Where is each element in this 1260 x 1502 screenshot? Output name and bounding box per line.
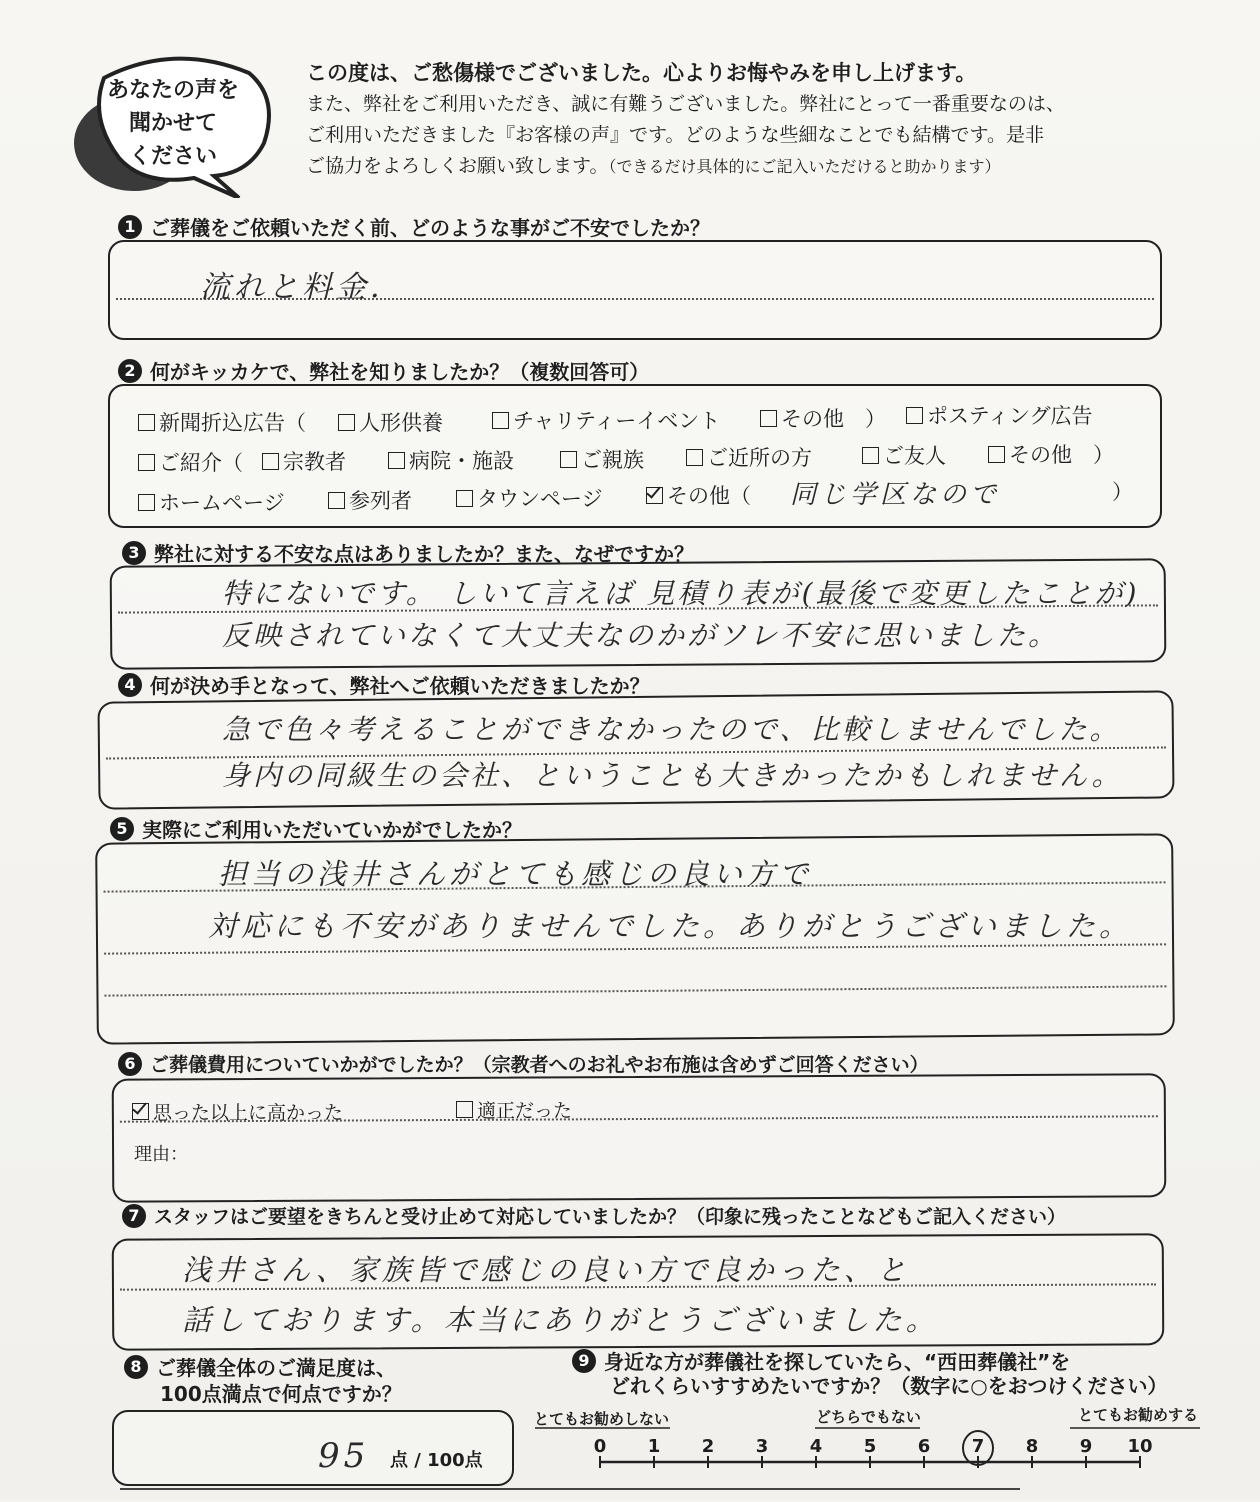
score-suffix: 点 / 100点: [390, 1450, 483, 1471]
question-8: 8 ご葬儀全体のご満足度は、: [124, 1352, 396, 1381]
checkbox-relatives[interactable]: ご親族: [560, 444, 644, 474]
scale-tick-label-3[interactable]: 3: [755, 1436, 769, 1457]
answer-box-6: [112, 1073, 1167, 1203]
handwritten-answer-1: 流れと料金.: [200, 270, 384, 305]
scale-tick-label-6[interactable]: 6: [917, 1436, 931, 1457]
question-5: 5 実際にご利用いただいていかがでしたか？: [110, 814, 522, 843]
checkbox-reasonable[interactable]: 適正だった: [456, 1096, 572, 1123]
handwritten-answer-4-line2: 身内の同級生の会社、ということも大きかったかもしれません。: [222, 759, 1123, 792]
bubble-heading: あなたの声を 聞かせて ください: [106, 78, 239, 169]
handwritten-answer-7-line1: 浅井さん、家族皆で感じの良い方で良かった、と: [182, 1253, 910, 1287]
scale-tick-label-8[interactable]: 8: [1025, 1436, 1039, 1457]
reason-label: 理由：: [134, 1144, 188, 1165]
checkbox-townpage[interactable]: タウンページ: [456, 483, 603, 513]
handwritten-answer-3-line2: 反映されていなくて大丈夫なのかがソレ不安に思いました。: [222, 619, 1060, 652]
question-6: 6 ご葬儀費用についていかがでしたか？（宗教者へのお礼やお布施は含めずご回答ください）: [118, 1050, 929, 1077]
scale-tick-label-1[interactable]: 1: [647, 1436, 661, 1457]
scale-tick-label-7[interactable]: 7: [971, 1436, 985, 1457]
checkbox-charity-event[interactable]: チャリティーイベント: [492, 405, 720, 435]
close-paren: ）: [1112, 480, 1133, 504]
checkbox-hospital[interactable]: 病院・施設: [388, 445, 514, 475]
checkbox-friend[interactable]: ご友人: [862, 440, 946, 470]
handwritten-score: 95: [318, 1436, 370, 1476]
handwritten-answer-4-line1: 急で色々考えることができなかったので、比較しませんでした。: [222, 713, 1121, 746]
scale-label-mid: どちらでもない: [816, 1408, 921, 1426]
handwritten-answer-7-line2: 話しております。本当にありがとうございました。: [182, 1303, 939, 1337]
scale-tick-label-4[interactable]: 4: [809, 1436, 823, 1457]
scale-tick-label-9[interactable]: 9: [1079, 1436, 1093, 1457]
checkbox-attendee[interactable]: 参列者: [328, 485, 412, 515]
handwritten-answer-5-line1: 担当の浅井さんがとても感じの良い方で: [218, 857, 813, 891]
question-3: 3 弊社に対する不安な点はありましたか？また、なぜですか？: [122, 538, 694, 567]
handwritten-other-reason: 同じ学区なので: [790, 480, 1001, 510]
checkbox-doll-memorial[interactable]: 人形供養: [338, 407, 443, 437]
scale-label-high: とてもお勧めする: [1078, 1406, 1199, 1424]
question-4: 4 何が決め手となって、弊社へご依頼いただきましたか？: [118, 670, 650, 699]
scale-tick-label-10[interactable]: 10: [1127, 1436, 1153, 1457]
question-9: 9 身近な方が葬儀社を探していたら、“西田葬儀社”を: [572, 1346, 1070, 1375]
handwritten-answer-5-line2: 対応にも不安がありませんでした。ありがとうございました。: [208, 909, 1133, 943]
handwritten-answer-3-line1: 特にないです。 しいて言えば 見積り表が(最後で変更したことが): [222, 577, 1140, 610]
scale-label-low: とてもお勧めしない: [534, 1410, 670, 1428]
question-2: 2 何がキッカケで、弊社を知りましたか？（複数回答可）: [118, 356, 649, 385]
checkbox-newspaper[interactable]: 新聞折込広告（: [138, 407, 306, 437]
checkbox-other-referral[interactable]: その他 ）: [988, 439, 1114, 469]
checkbox-other-checked[interactable]: その他（: [646, 480, 751, 510]
checkbox-homepage[interactable]: ホームページ: [138, 487, 285, 517]
checkbox-referral[interactable]: ご紹介（: [138, 447, 243, 477]
scale-tick-label-5[interactable]: 5: [863, 1436, 877, 1457]
question-9-line2: どれくらいすすめたいですか？（数字に○をおつけください）: [610, 1374, 1168, 1398]
checkbox-higher-than-expected[interactable]: 思った以上に高かった: [132, 1098, 343, 1125]
scale-tick-label-0[interactable]: 0: [593, 1436, 607, 1457]
question-7: 7 スタッフはご要望をきちんと受け止めて対応していましたか？（印象に残ったことなどもご記入ください）: [122, 1202, 1066, 1229]
checkbox-religious[interactable]: 宗教者: [262, 446, 346, 476]
checkbox-posting-ad[interactable]: ポスティング広告: [906, 400, 1092, 430]
intro-text: この度は、ご愁傷様でございました。心よりお悔やみを申し上げます。 また、弊社をご利用いただき、誠に有難うございました。弊社にとって一番重要なのは、 ご利用いただきました『お客様の声』です。どのような些細なことでも結構です。是非 ご協力をよろしくお願い致します。（できるだけ具体的にご記入いただけると助かります）: [306, 61, 1065, 177]
scale-tick-label-2[interactable]: 2: [701, 1436, 715, 1457]
question-8-line2: 100点満点で何点ですか？: [160, 1382, 402, 1406]
question-1: 1 ご葬儀をご依頼いただく前、どのような事がご不安でしたか？: [118, 212, 710, 241]
checkbox-neighbor[interactable]: ご近所の方: [686, 442, 812, 472]
checkbox-other-ad[interactable]: その他 ）: [760, 403, 886, 433]
